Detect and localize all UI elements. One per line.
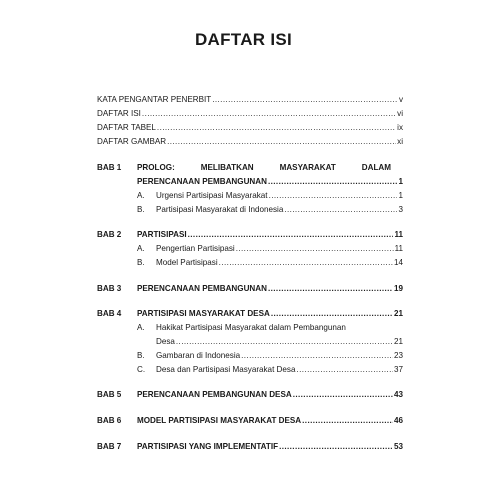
chapter-number: BAB 7 (97, 442, 122, 451)
toc-chapter[interactable] (137, 389, 403, 400)
chapter-title: PARTISIPASI YANG IMPLEMENTATIF (137, 442, 279, 451)
dot-leader (157, 122, 396, 133)
dot-leader (176, 336, 393, 347)
toc-entry[interactable] (156, 204, 403, 215)
chapter-page: 46 (393, 416, 403, 425)
toc-entry[interactable] (97, 122, 403, 133)
item-letter: B. (137, 258, 145, 267)
toc-chapter[interactable] (137, 415, 403, 426)
chapter-title: PERENCANAAN PEMBANGUNAN (137, 284, 267, 293)
dot-leader (219, 257, 393, 268)
toc-entry-page: 1 (398, 191, 403, 200)
toc-entry[interactable] (156, 257, 403, 268)
chapter-number: BAB 1 (97, 163, 122, 172)
toc-entry-page: xi (397, 137, 403, 146)
toc-entry-page: vi (397, 109, 403, 118)
toc-entry-label[interactable]: Hakikat Partisipasi Masyarakat dalam Pembangunan (156, 323, 346, 332)
item-letter: A. (137, 244, 145, 253)
item-letter: B. (137, 351, 145, 360)
toc-entry[interactable] (97, 94, 403, 105)
toc-entry[interactable] (156, 190, 403, 201)
chapter-title: PERENCANAAN PEMBANGUNAN DESA (137, 390, 292, 399)
toc-entry[interactable] (156, 350, 403, 361)
chapter-title-word: DALAM (361, 163, 391, 172)
item-letter: C. (137, 365, 146, 374)
dot-leader (302, 415, 393, 426)
item-letter: A. (137, 191, 145, 200)
chapter-number: BAB 4 (97, 309, 122, 318)
chapter-number: BAB 6 (97, 416, 122, 425)
chapter-page: 43 (393, 390, 403, 399)
toc-entry[interactable] (156, 243, 403, 254)
toc-entry-label: Desa dan Partisipasi Masyarakat Desa (156, 365, 296, 374)
dot-leader (293, 389, 393, 400)
chapter-title[interactable] (137, 162, 391, 173)
chapter-title: PERENCANAAN PEMBANGUNAN (137, 177, 267, 186)
chapter-title: PARTISIPASI (137, 230, 187, 239)
toc-chapter[interactable] (137, 441, 403, 452)
chapter-title: PARTISIPASI MASYARAKAT DESA (137, 309, 270, 318)
toc-chapter[interactable] (137, 229, 403, 240)
dot-leader (279, 441, 393, 452)
toc-entry-label: DAFTAR ISI (97, 109, 141, 118)
dot-leader (284, 204, 397, 215)
dot-leader (271, 308, 393, 319)
chapter-page: 21 (393, 309, 403, 318)
toc-entry-label: Urgensi Partisipasi Masyarakat (156, 191, 268, 200)
toc-entry-page: 14 (393, 258, 403, 267)
chapter-title: MODEL PARTISIPASI MASYARAKAT DESA (137, 416, 302, 425)
page-title: DAFTAR ISI (194, 30, 293, 49)
toc-chapter[interactable] (137, 308, 403, 319)
toc-entry-label: Partisipasi Masyarakat di Indonesia (156, 205, 284, 214)
dot-leader (188, 229, 394, 240)
toc-entry-page: 23 (393, 351, 403, 360)
dot-leader (269, 190, 398, 201)
chapter-number: BAB 5 (97, 390, 122, 399)
chapter-title-word: PROLOG: (137, 163, 175, 172)
toc-entry-label: DAFTAR TABEL (97, 123, 156, 132)
item-letter: B. (137, 205, 145, 214)
toc-entry-label: Model Partisipasi (156, 258, 218, 267)
dot-leader (236, 243, 394, 254)
item-letter: A. (137, 323, 145, 332)
toc-entry-page: ix (397, 123, 403, 132)
dot-leader (167, 136, 396, 147)
toc-entry-page: 37 (393, 365, 403, 374)
chapter-title-word: MASYARAKAT (279, 163, 336, 172)
chapter-title-word: MELIBATKAN (200, 163, 254, 172)
toc-entry-label: KATA PENGANTAR PENERBIT (97, 95, 212, 104)
chapter-page: 53 (393, 442, 403, 451)
chapter-page: 11 (394, 230, 403, 239)
chapter-title-line2[interactable] (137, 176, 403, 187)
dot-leader (212, 94, 398, 105)
chapter-number: BAB 2 (97, 230, 122, 239)
chapter-number: BAB 3 (97, 284, 122, 293)
toc-entry-label: DAFTAR GAMBAR (97, 137, 167, 146)
toc-entry[interactable] (156, 364, 403, 375)
toc-chapter[interactable] (137, 283, 403, 294)
dot-leader (296, 364, 393, 375)
toc-entry-page: 11 (394, 244, 403, 253)
toc-entry-page: v (398, 95, 403, 104)
dot-leader (142, 108, 396, 119)
chapter-page: 19 (393, 284, 403, 293)
toc-entry[interactable] (97, 108, 403, 119)
chapter-page: 1 (398, 177, 403, 186)
toc-entry-label: Gambaran di Indonesia (156, 351, 241, 360)
toc-entry-page: 21 (393, 337, 403, 346)
dot-leader (268, 283, 393, 294)
dot-leader (241, 350, 393, 361)
dot-leader (268, 176, 398, 187)
toc-entry[interactable] (156, 336, 403, 347)
toc-entry-page: 3 (398, 205, 403, 214)
toc-entry[interactable] (97, 136, 403, 147)
toc-entry-label: Pengertian Partisipasi (156, 244, 235, 253)
toc-entry-label-cont: Desa (156, 337, 175, 346)
